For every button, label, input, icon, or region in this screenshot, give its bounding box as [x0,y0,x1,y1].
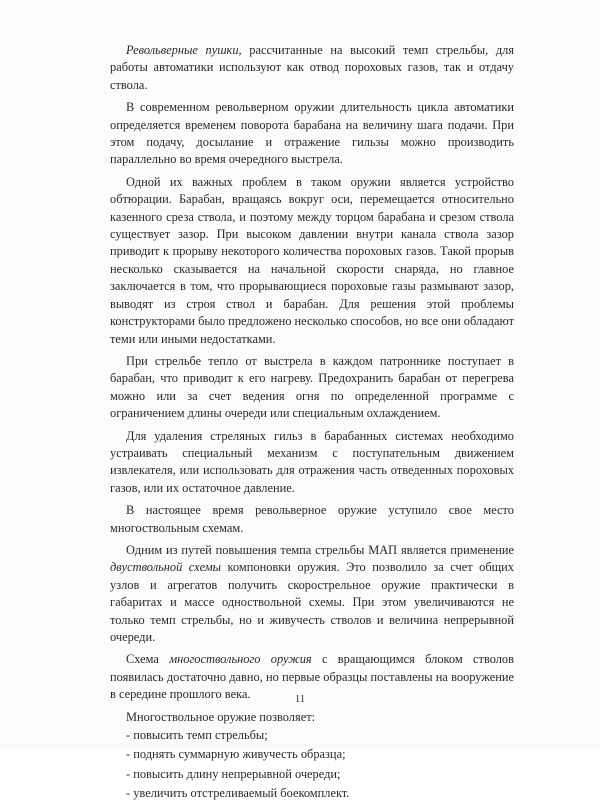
page-number: 11 [294,693,306,705]
paragraph-obturation [110,174,514,348]
paragraph-text: Для удаления стреляных гильз в барабанных системах необходимо устраивать специальный механизм с поступательным движением извлекателя, или использовать для отражения часть отведенных пороховых газов, или их остаточное давление. [110,428,514,495]
advantages-list [110,727,514,803]
paragraph-text: , рассчитанные на высокий темп стрельбы, для работы автоматики используют как отвод пороховых газов, так и отдачу ствола. [110,43,515,92]
paragraph-text: компоновки оружия. Это позволило за счет общих узлов и агрегатов получить скорострельное оружие практически в габаритах и массе одноствольной схемы. При этом увеличиваются не только темп стрельбы, но и живучесть стволов и величина непрерывной очереди. [110,560,514,644]
paragraph-case-extraction [110,428,514,498]
paragraph-text: Схема [126,652,170,667]
paragraph-list-intro [110,709,514,726]
body-text [110,42,514,805]
paragraph-text: Одной их важных проблем в таком оружии является устройство обтюрации. Барабан, вращаясь вокруг оси, перемещается относительно казенного среза ствола, и поэтому между торцом барабана и срезом ствола существует зазор. При высоком давлении внутри канала ствола зазор приводит к прорыву некоторого количества пороховых газов. Такой прорыв несколько сказывается на начальной скорости снаряда, но главное заключается в том, что прорывающиеся пороховые газы размывают зазор, выводят из строя ствол и барабан. Для решения этой проблемы конструкторами было предложено несколько способов, но все они обладают теми или иными недостатками. [110,174,514,346]
paragraph-multibarrel-replacement [110,502,514,537]
term-twin-barrel: двуствольной схемы [110,560,222,575]
list-item: - повысить длину непрерывной очереди; [126,766,341,781]
term-revolver-cannons: Револьверные пушки [126,43,239,57]
paragraph-text: с вращающимся блоком стволов появилась достаточно давно, но первые образцы поставлены на вооружение в середине прошлого века. [110,652,514,702]
paragraph-revolver-cannons [110,42,514,94]
list-item: - увеличить отстреливаемый боекомплект. [126,786,350,801]
paragraph-text: В современном револьверном оружии длительность цикла автоматики определяется временем поворота барабана на величину шага подачи. При этом подачу, досылание и отражение гильзы можно производить параллельно во время очередного выстрела. [110,100,514,167]
paragraph-twin-barrel [110,542,514,646]
paragraph-text: Одним из путей повышения темпа стрельбы МАП является применение [126,542,514,557]
paragraph-text: При стрельбе тепло от выстрела в каждом патроннике поступает в барабан, что приводит к его нагреву. Предохранить барабан от перегрева можно или за счет ведения огня по определенной программе с ограничением длины очереди или специальным охлаждением. [110,353,514,421]
list-item: - повысить темп стрельбы; [126,728,268,743]
paragraph-text: В настоящее время револьверное оружие уступило свое место многоствольным схемам. [110,503,514,535]
list-item: - поднять суммарную живучесть образца; [126,747,346,762]
paragraph-text: Многоствольное оружие позволяет: [126,709,316,724]
paragraph-cycle-duration [110,99,514,169]
paragraph-heating [110,353,514,423]
term-multibarrel: многоствольного оружия [169,652,312,667]
